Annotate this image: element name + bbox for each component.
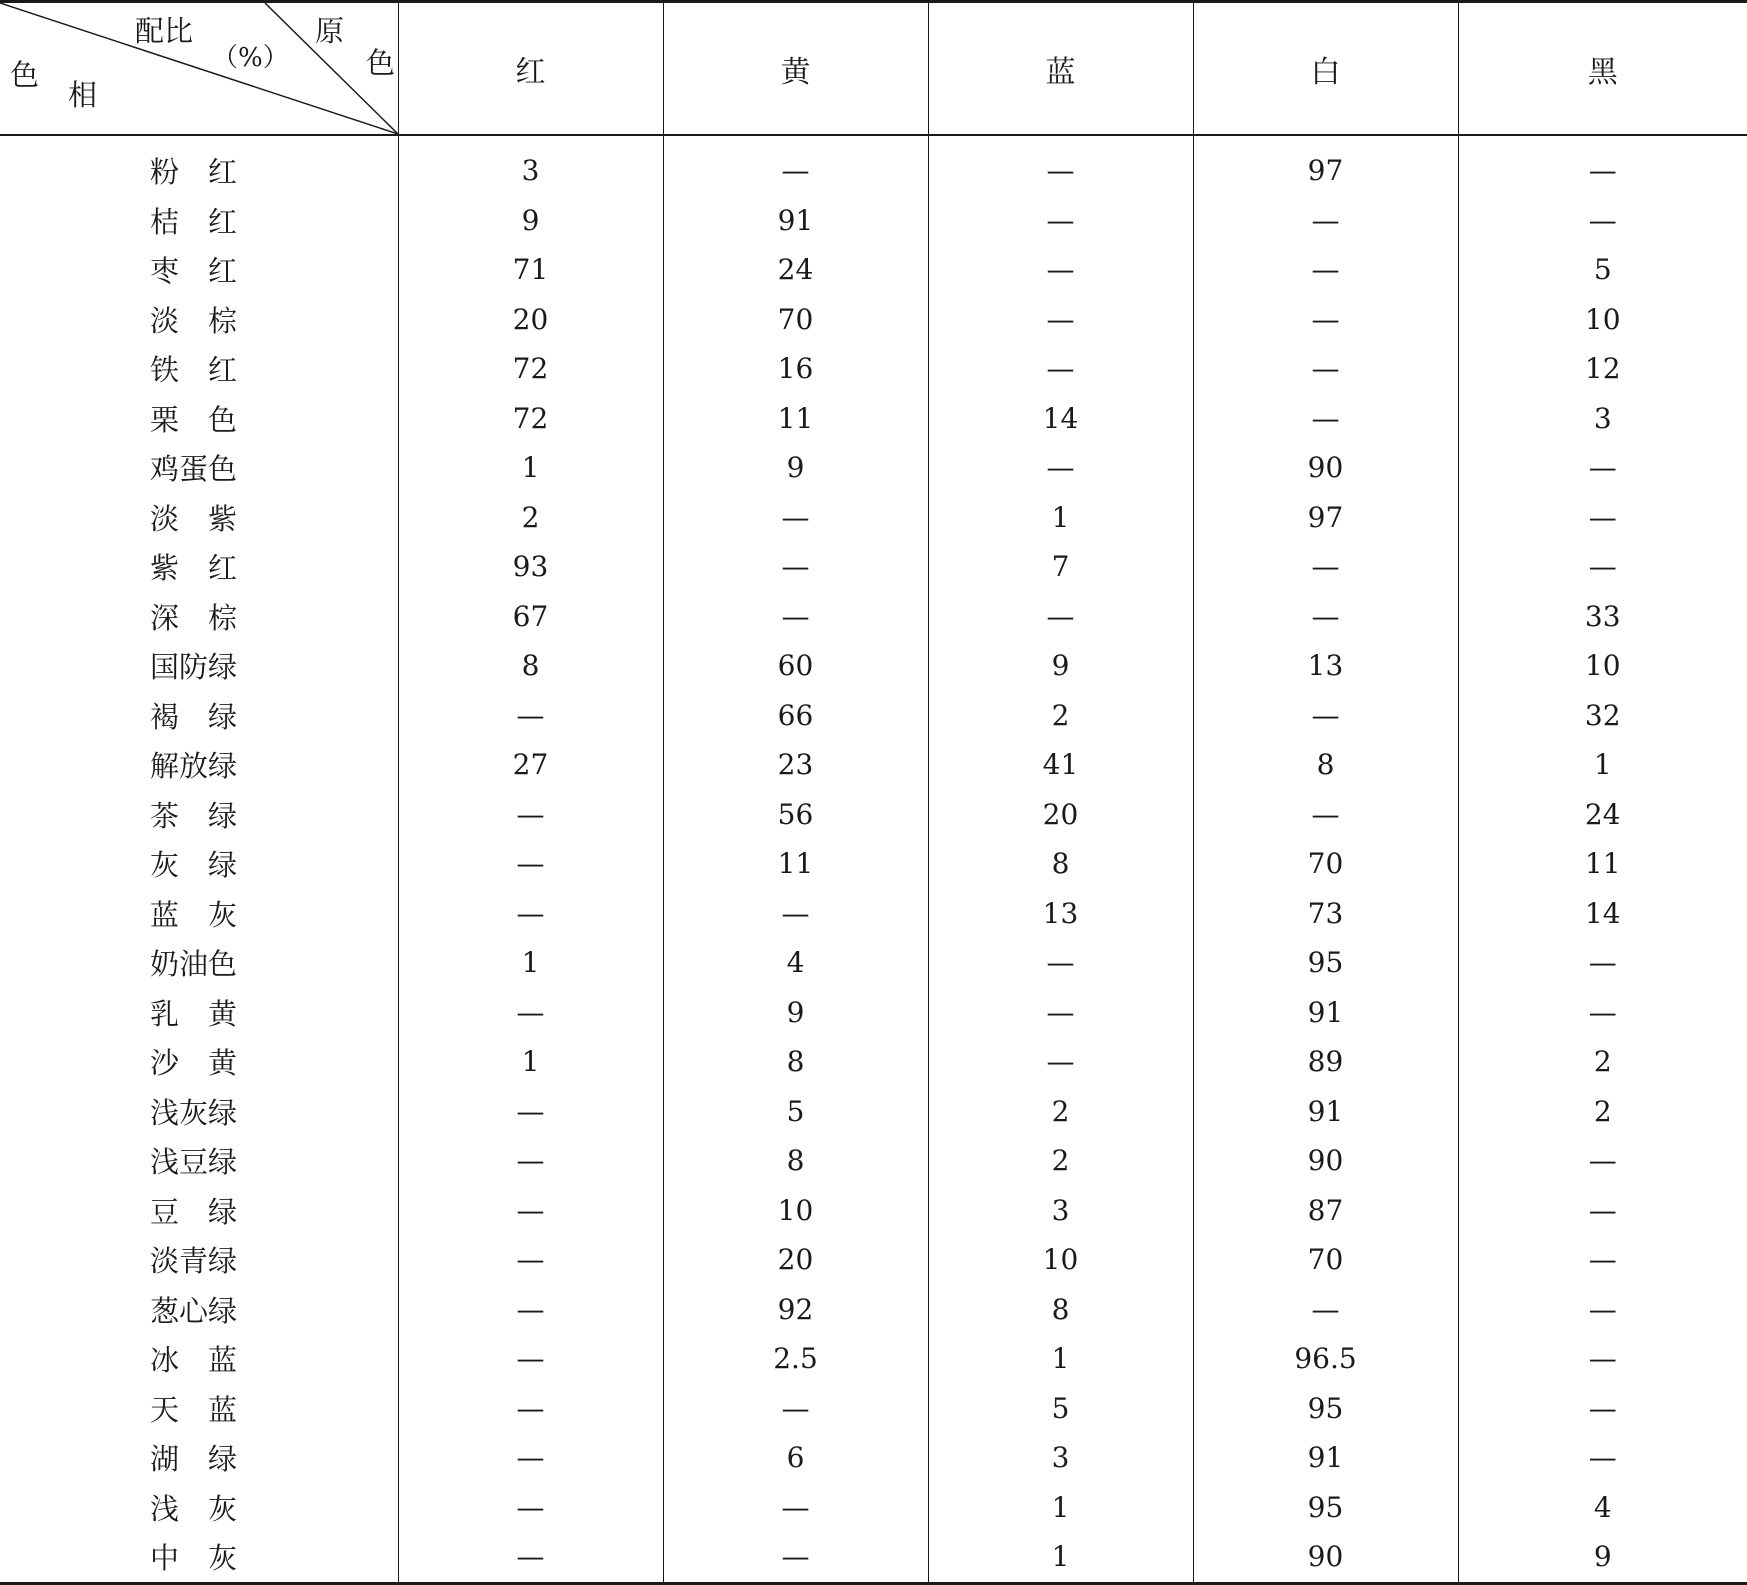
ratio-cell: 91	[663, 196, 928, 246]
table-row	[0, 889, 1747, 939]
table-row	[0, 394, 1747, 444]
ratio-cell: —	[398, 1334, 663, 1384]
ratio-cell: —	[1193, 691, 1458, 741]
ratio-cell: 10	[1458, 641, 1747, 691]
ratio-cell: —	[398, 1532, 663, 1583]
ratio-cell: 95	[1193, 1483, 1458, 1533]
hue-name-cell: 枣 红	[150, 254, 238, 289]
column-header-yellow: 黄	[663, 2, 928, 136]
hue-name-cell: 鸡蛋色	[150, 452, 238, 487]
hue-name-cell: 褐 绿	[150, 699, 238, 734]
table-row	[0, 1433, 1747, 1483]
table-row	[0, 1087, 1747, 1137]
ratio-cell: 70	[663, 295, 928, 345]
ratio-cell: 97	[1193, 493, 1458, 543]
corner-unit-label: （%）	[212, 43, 289, 73]
ratio-cell: 91	[1193, 1087, 1458, 1137]
ratio-cell: 3	[928, 1186, 1193, 1236]
ratio-cell: 32	[1458, 691, 1747, 741]
ratio-cell: —	[1458, 493, 1747, 543]
ratio-cell: —	[398, 1087, 663, 1137]
corner-primary-label-2: 色	[366, 46, 396, 80]
ratio-cell: —	[1458, 1384, 1747, 1434]
ratio-cell: 91	[1193, 1433, 1458, 1483]
ratio-cell: 67	[398, 592, 663, 642]
table-body	[0, 135, 1747, 1583]
ratio-cell: 4	[1458, 1483, 1747, 1533]
ratio-cell: 27	[398, 740, 663, 790]
ratio-cell: 4	[663, 938, 928, 988]
hue-name-cell: 淡 棕	[150, 303, 238, 338]
ratio-cell: —	[1193, 394, 1458, 444]
ratio-cell: —	[928, 295, 1193, 345]
ratio-cell: 9	[1458, 1532, 1747, 1583]
ratio-cell: 1	[398, 1037, 663, 1087]
ratio-cell: 8	[928, 839, 1193, 889]
hue-name-cell: 桔 红	[150, 204, 238, 239]
ratio-cell: 96.5	[1193, 1334, 1458, 1384]
ratio-cell: —	[1458, 1285, 1747, 1335]
ratio-cell: 3	[928, 1433, 1193, 1483]
table-row	[0, 790, 1747, 840]
corner-ratio-label: 配比	[135, 14, 194, 48]
diagonal-header-cell	[0, 2, 398, 136]
ratio-cell: —	[1458, 542, 1747, 592]
ratio-cell: 2	[1458, 1037, 1747, 1087]
ratio-cell: 2	[928, 1087, 1193, 1137]
ratio-cell: 10	[928, 1235, 1193, 1285]
hue-name-cell: 深 棕	[150, 600, 238, 635]
ratio-cell: —	[928, 443, 1193, 493]
ratio-cell: —	[663, 493, 928, 543]
ratio-cell: 12	[1458, 344, 1747, 394]
ratio-cell: —	[663, 135, 928, 196]
table-row	[0, 1334, 1747, 1384]
ratio-cell: —	[928, 592, 1193, 642]
ratio-cell: —	[1458, 1433, 1747, 1483]
ratio-cell: 41	[928, 740, 1193, 790]
column-header-black: 黑	[1458, 2, 1747, 136]
table-row	[0, 1037, 1747, 1087]
ratio-cell: 1	[398, 938, 663, 988]
ratio-cell: —	[928, 938, 1193, 988]
ratio-cell: 23	[663, 740, 928, 790]
hue-name-cell: 冰 蓝	[150, 1343, 238, 1378]
ratio-cell: 10	[1458, 295, 1747, 345]
hue-name-cell: 浅豆绿	[150, 1145, 238, 1180]
table-row	[0, 295, 1747, 345]
hue-name-cell: 浅灰绿	[150, 1095, 238, 1130]
table-row	[0, 839, 1747, 889]
ratio-cell: —	[1193, 790, 1458, 840]
table-row	[0, 344, 1747, 394]
ratio-cell: 66	[663, 691, 928, 741]
ratio-cell: 90	[1193, 1532, 1458, 1583]
hue-name-cell: 铁 红	[150, 353, 238, 388]
ratio-cell: —	[398, 1285, 663, 1335]
ratio-cell: —	[398, 1483, 663, 1533]
hue-name-cell: 葱心绿	[150, 1293, 238, 1328]
table-row	[0, 245, 1747, 295]
ratio-cell: —	[398, 790, 663, 840]
ratio-cell: 20	[663, 1235, 928, 1285]
ratio-cell: —	[663, 1483, 928, 1533]
hue-name-cell: 紫 红	[150, 551, 238, 586]
ratio-cell: —	[1193, 295, 1458, 345]
ratio-cell: 8	[663, 1136, 928, 1186]
ratio-cell: —	[1193, 592, 1458, 642]
hue-name-cell: 国防绿	[150, 650, 238, 685]
ratio-cell: 89	[1193, 1037, 1458, 1087]
ratio-cell: —	[1458, 443, 1747, 493]
hue-name-cell: 茶 绿	[150, 798, 238, 833]
hue-name-cell: 栗 色	[150, 402, 238, 437]
hue-name-cell: 解放绿	[150, 749, 238, 784]
ratio-cell: 11	[663, 394, 928, 444]
ratio-cell: 1	[928, 1483, 1193, 1533]
ratio-cell: 3	[1458, 394, 1747, 444]
ratio-cell: —	[398, 988, 663, 1038]
ratio-cell: —	[1193, 196, 1458, 246]
table-row	[0, 1532, 1747, 1583]
ratio-cell: —	[1458, 196, 1747, 246]
ratio-cell: 13	[928, 889, 1193, 939]
ratio-cell: —	[1458, 1136, 1747, 1186]
ratio-cell: 1	[928, 1532, 1193, 1583]
ratio-cell: —	[398, 839, 663, 889]
hue-name-cell: 沙 黄	[150, 1046, 238, 1081]
hue-name-cell: 淡 紫	[150, 501, 238, 536]
table-row	[0, 592, 1747, 642]
hue-name-cell: 淡青绿	[150, 1244, 238, 1279]
hue-name-cell: 豆 绿	[150, 1194, 238, 1229]
ratio-cell: —	[663, 1532, 928, 1583]
table-row	[0, 1483, 1747, 1533]
ratio-cell: 95	[1193, 1384, 1458, 1434]
ratio-cell: 2	[928, 691, 1193, 741]
ratio-cell: 2	[398, 493, 663, 543]
table-row	[0, 493, 1747, 543]
ratio-cell: 70	[1193, 839, 1458, 889]
ratio-cell: —	[928, 245, 1193, 295]
hue-name-cell: 蓝 灰	[150, 897, 238, 932]
ratio-cell: 9	[928, 641, 1193, 691]
ratio-cell: —	[1193, 245, 1458, 295]
table-row	[0, 1285, 1747, 1335]
ratio-cell: 10	[663, 1186, 928, 1236]
ratio-cell: 71	[398, 245, 663, 295]
header-row	[0, 2, 1747, 136]
ratio-cell: 5	[663, 1087, 928, 1137]
column-header-red: 红	[398, 2, 663, 136]
ratio-cell: 8	[928, 1285, 1193, 1335]
ratio-cell: —	[398, 1384, 663, 1434]
ratio-cell: 2	[1458, 1087, 1747, 1137]
ratio-cell: 90	[1193, 443, 1458, 493]
table-row	[0, 542, 1747, 592]
ratio-cell: 14	[1458, 889, 1747, 939]
ratio-cell: 20	[398, 295, 663, 345]
ratio-cell: 72	[398, 394, 663, 444]
table-row	[0, 641, 1747, 691]
hue-name-cell: 天 蓝	[150, 1392, 238, 1427]
ratio-cell: 1	[1458, 740, 1747, 790]
ratio-cell: 1	[928, 1334, 1193, 1384]
table-row	[0, 740, 1747, 790]
table-row	[0, 1136, 1747, 1186]
ratio-cell: —	[928, 1037, 1193, 1087]
ratio-cell: 2.5	[663, 1334, 928, 1384]
corner-primary-label: 原	[315, 14, 345, 48]
hue-name-cell: 湖 绿	[150, 1442, 238, 1477]
table-row	[0, 1384, 1747, 1434]
ratio-cell: —	[928, 344, 1193, 394]
ratio-cell: 70	[1193, 1235, 1458, 1285]
ratio-cell: 73	[1193, 889, 1458, 939]
ratio-cell: 7	[928, 542, 1193, 592]
ratio-cell: —	[928, 196, 1193, 246]
table-row	[0, 443, 1747, 493]
ratio-cell: 16	[663, 344, 928, 394]
table-row	[0, 196, 1747, 246]
ratio-cell: —	[1458, 988, 1747, 1038]
column-header-white: 白	[1193, 2, 1458, 136]
ratio-cell: 24	[1458, 790, 1747, 840]
ratio-cell: 11	[1458, 839, 1747, 889]
ratio-cell: —	[663, 889, 928, 939]
ratio-cell: 5	[928, 1384, 1193, 1434]
ratio-cell: 91	[1193, 988, 1458, 1038]
table-row	[0, 1235, 1747, 1285]
ratio-cell: —	[663, 592, 928, 642]
ratio-cell: 92	[663, 1285, 928, 1335]
ratio-cell: —	[1458, 1235, 1747, 1285]
ratio-cell: 1	[398, 443, 663, 493]
table-row	[0, 1186, 1747, 1236]
hue-name-cell: 中 灰	[0, 1532, 398, 1583]
ratio-cell: 87	[1193, 1186, 1458, 1236]
ratio-cell: —	[398, 691, 663, 741]
ratio-cell: —	[398, 1235, 663, 1285]
ratio-cell: —	[1458, 1186, 1747, 1236]
hue-name-cell: 乳 黄	[150, 996, 238, 1031]
ratio-cell: 13	[1193, 641, 1458, 691]
ratio-cell: —	[398, 1186, 663, 1236]
hue-name-cell: 奶油色	[150, 947, 238, 982]
ratio-cell: —	[1193, 1285, 1458, 1335]
ratio-cell: 60	[663, 641, 928, 691]
ratio-cell: —	[928, 135, 1193, 196]
ratio-cell: 14	[928, 394, 1193, 444]
ratio-cell: 3	[398, 135, 663, 196]
ratio-cell: 72	[398, 344, 663, 394]
ratio-cell: 8	[1193, 740, 1458, 790]
table-row	[0, 938, 1747, 988]
ratio-cell: 9	[663, 443, 928, 493]
column-header-blue: 蓝	[928, 2, 1193, 136]
ratio-cell: 33	[1458, 592, 1747, 642]
ratio-cell: —	[398, 889, 663, 939]
ratio-cell: —	[928, 988, 1193, 1038]
ratio-cell: 24	[663, 245, 928, 295]
ratio-cell: 9	[663, 988, 928, 1038]
ratio-cell: —	[398, 1433, 663, 1483]
table-row	[0, 135, 1747, 196]
table-row	[0, 691, 1747, 741]
ratio-cell: 8	[398, 641, 663, 691]
ratio-cell: 1	[928, 493, 1193, 543]
ratio-cell: 8	[663, 1037, 928, 1087]
ratio-cell: 20	[928, 790, 1193, 840]
ratio-cell: 6	[663, 1433, 928, 1483]
ratio-cell: 11	[663, 839, 928, 889]
table-row	[0, 988, 1747, 1038]
ratio-cell: —	[1458, 938, 1747, 988]
ratio-cell: —	[398, 1136, 663, 1186]
ratio-cell: 97	[1193, 135, 1458, 196]
ratio-cell: —	[1193, 542, 1458, 592]
ratio-cell: 95	[1193, 938, 1458, 988]
ratio-cell: —	[1458, 135, 1747, 196]
hue-name-cell: 浅 灰	[150, 1491, 238, 1526]
ratio-cell: —	[1458, 1334, 1747, 1384]
ratio-cell: 2	[928, 1136, 1193, 1186]
corner-hue-label-2: 相	[68, 78, 98, 112]
hue-name-cell: 灰 绿	[150, 848, 238, 883]
ratio-cell: —	[1193, 344, 1458, 394]
corner-hue-label: 色	[10, 58, 40, 92]
ratio-cell: 5	[1458, 245, 1747, 295]
ratio-cell: 56	[663, 790, 928, 840]
ratio-cell: 90	[1193, 1136, 1458, 1186]
ratio-cell: 9	[398, 196, 663, 246]
ratio-cell: 93	[398, 542, 663, 592]
ratio-cell: —	[663, 1384, 928, 1434]
hue-name-cell: 粉 红	[150, 155, 238, 190]
ratio-cell: —	[663, 542, 928, 592]
